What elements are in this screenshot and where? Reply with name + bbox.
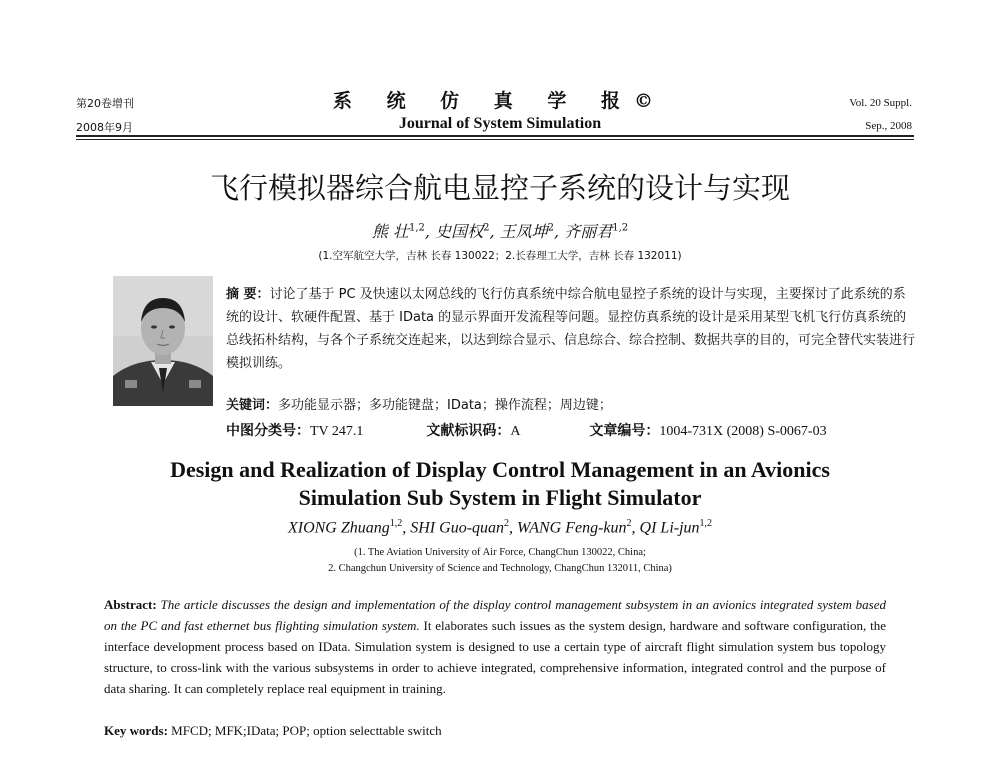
- authors-en: [0, 518, 1000, 537]
- journal-title-cn: 系 统 仿 真 学 报©: [332, 90, 668, 112]
- affiliation-en-line2: 2. Changchun University of Science and Technology, ChangChun 132011, China): [328, 563, 672, 574]
- author-cn: 熊 壮: [371, 222, 409, 241]
- author-en: QI Li-jun: [639, 519, 700, 537]
- author-sep: ,: [509, 519, 518, 537]
- affiliation-en-line1: (1. The Aviation University of Air Force, ChangChun 130022, China;: [354, 547, 646, 558]
- author-cn-sup: 1,2: [612, 222, 629, 234]
- journal-title-en: Journal of System Simulation: [398, 115, 602, 132]
- paper-title-cn: 飞行模拟器综合航电显控子系统的设计与实现: [209, 171, 790, 205]
- authors-cn: [0, 219, 1000, 242]
- abstract-cn-text: 讨论了基于 PC 及快速以太网总线的飞行仿真系统中综合航电显控子系统的设计与实现，主要探讨了此系统的系统的设计、软硬件配置、基于 IData 的显示界面开发流程等问题。显控仿真系统的设计是采用某型飞机飞行仿真系统的总线拓朴结构，与各个子系统交连起来，以达到综合显示、信息综合、综合控制、数据共享的目的，可完全替代实装进行模拟训练。: [226, 287, 916, 371]
- author-sep: ,: [489, 222, 500, 241]
- affiliation-cn: (1.空军航空大学，吉林 长春 130022；2.长春理工大学，吉林 长春 132011): [318, 250, 682, 262]
- keywords-cn-label: 关键词：: [226, 398, 279, 413]
- abstract-en-label: Abstract:: [104, 597, 157, 612]
- keywords-en-text: MFCD; MFK;IData; POP; option selecttable switch: [171, 723, 442, 738]
- article-number-label: 文章编号：: [589, 423, 660, 439]
- paper-title-en-text: Design and Realization of Display Control Management in an Avionics Simulation Sub System in Flight Simulator: [170, 457, 830, 510]
- author-cn: 史国权: [435, 222, 484, 241]
- keywords-cn-text: 多功能显示器；多功能键盘；IData；操作流程；周边键；: [278, 398, 612, 413]
- author-sep: ,: [402, 519, 411, 537]
- author-sep: ,: [554, 222, 565, 241]
- paper-title-en: [0, 456, 1000, 512]
- author-en: SHI Guo-quan: [410, 519, 505, 537]
- keywords-cn: [226, 394, 612, 413]
- clc-value: TV 247.1: [310, 424, 364, 439]
- affiliation-en: [0, 545, 1000, 577]
- doc-code-value: A: [510, 424, 521, 439]
- header-rule-thin: [76, 139, 914, 140]
- author-cn: 齐丽君: [564, 222, 613, 241]
- abstract-en: [104, 594, 886, 699]
- abstract-cn-label: 摘 要：: [226, 287, 270, 302]
- classification-line: [226, 420, 827, 440]
- volume-cn: 第20卷增刊: [76, 97, 134, 110]
- date-cn: 2008年9月: [76, 121, 133, 134]
- abstract-en-text: It elaborates such issues as the system design, hardware and software configuration, the interface development process based on IData. Simulation system is designed to use a certain type of aircraft flight simulation system bus topology structure, to cross-link with the various subsystems in order to achieve integrated, comprehensive information, integrated control and the purpose of data sharing. It can completely replace real equipment in training.: [104, 618, 886, 696]
- abstract-en-italic: The article discusses the design and implementation of the display control management subsystem in an avionics integrated system based on the PC and fast ethernet bus flighting simulation system.: [104, 597, 887, 633]
- author-sep: ,: [631, 519, 640, 537]
- author-portrait-image: [113, 276, 213, 406]
- author-en-sup: 1,2: [389, 518, 403, 529]
- volume-en: Vol. 20 Suppl.: [849, 97, 912, 109]
- author-en: WANG Feng-kun: [517, 519, 627, 537]
- author-sep: ,: [424, 222, 436, 241]
- author-en-sup: 2: [504, 518, 510, 529]
- clc-label: 中图分类号：: [226, 423, 310, 439]
- abstract-cn: [226, 283, 916, 375]
- author-cn: 王凤坤: [499, 222, 548, 241]
- author-cn-sup: 2: [547, 222, 555, 234]
- doc-code-label: 文献标识码：: [426, 423, 511, 439]
- header-rule-thick: [76, 135, 914, 137]
- article-number-value: 1004-731X (2008) S-0067-03: [659, 424, 827, 439]
- keywords-en-label: Key words:: [104, 723, 168, 738]
- date-en: Sep., 2008: [865, 120, 912, 132]
- author-cn-sup: 2: [483, 222, 490, 234]
- author-photo: [113, 276, 213, 406]
- author-en: XIONG Zhuang: [287, 519, 390, 537]
- author-en-sup: 2: [626, 518, 632, 529]
- author-en-sup: 1,2: [699, 518, 713, 529]
- keywords-en: [104, 723, 442, 739]
- author-cn-sup: 1,2: [408, 222, 425, 234]
